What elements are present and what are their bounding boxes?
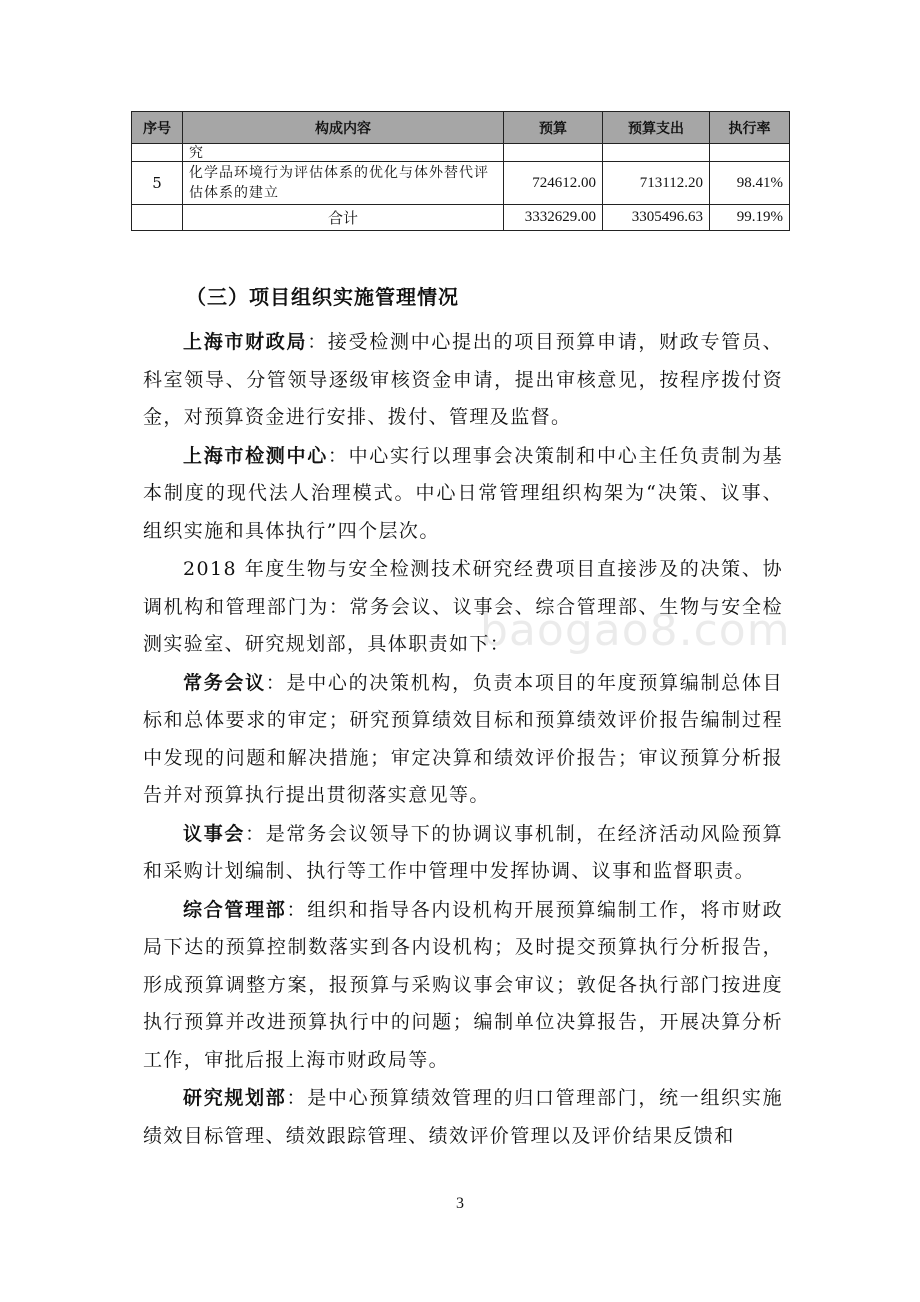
paragraph-project-scope — [143, 551, 783, 664]
total-budget: 3332629.00 — [504, 205, 603, 231]
paragraph-lead: 综合管理部 — [183, 898, 287, 921]
section-heading: （三）项目组织实施管理情况 — [186, 285, 459, 309]
cell-spent — [603, 144, 710, 162]
watermark: baogao8.com — [480, 605, 791, 656]
paragraph-standing-meeting — [143, 665, 783, 815]
cell-budget: 724612.00 — [504, 162, 603, 205]
cell-content: 究 — [183, 144, 504, 162]
paragraph-text: ：是中心预算绩效管理的归口管理部门，统一组织实施绩效目标管理、绩效跟踪管理、绩效评价管理以及评价结果反馈和 — [143, 1087, 783, 1147]
cell-empty — [132, 205, 183, 231]
cell-no: 5 — [132, 162, 183, 205]
header-no: 序号 — [132, 112, 183, 144]
cell-no — [132, 144, 183, 162]
cell-rate: 98.41% — [710, 162, 790, 205]
page-number: 3 — [456, 1195, 464, 1212]
paragraph-text: ：是中心的决策机构，负责本项目的年度预算编制总体目标和总体要求的审定；研究预算绩效目标和预算绩效评价报告编制过程中发现的问题和解决措施；审定决算和绩效评价报告；审议预算分析报告并对预算执行提出贯彻落实意见等。 — [143, 671, 783, 806]
paragraph-text: ：中心实行以理事会决策制和中心主任负责制为基本制度的现代法人治理模式。中心日常管理组织构架为“决策、议事、组织实施和具体执行”四个层次。 — [143, 444, 783, 542]
cell-rate — [710, 144, 790, 162]
paragraph-lead: 议事会 — [183, 822, 246, 845]
table-header-row — [132, 112, 790, 144]
paragraph-lead: 上海市检测中心 — [183, 444, 328, 467]
budget-table — [131, 111, 790, 231]
paragraph-text: ：接受检测中心提出的项目预算申请，财政专管员、科室领导、分管领导逐级审核资金申请，提出审核意见，按程序拨付资金，对预算资金进行安排、拨付、管理及监督。 — [143, 331, 783, 428]
paragraph-lead: 上海市财政局 — [183, 331, 308, 353]
paragraph-text: 2018 年度生物与安全检测技术研究经费项目直接涉及的决策、协调机构和管理部门为：常务会议、议事会、综合管理部、生物与安全检测实验室、研究规划部，具体职责如下： — [143, 558, 783, 655]
table-row — [132, 162, 790, 205]
header-budget: 预算 — [504, 112, 603, 144]
paragraph-lead: 常务会议 — [183, 671, 266, 694]
header-rate: 执行率 — [710, 112, 790, 144]
total-label: 合计 — [183, 205, 504, 231]
table-row — [132, 144, 790, 162]
paragraph-admin-dept — [143, 892, 783, 1080]
paragraph-text: ：是常务会议领导下的协调议事机制，在经济活动风险预算和采购计划编制、执行等工作中管理中发挥协调、议事和监督职责。 — [143, 822, 784, 882]
header-content: 构成内容 — [183, 112, 504, 144]
total-spent: 3305496.63 — [603, 205, 710, 231]
paragraph-lead: 研究规划部 — [183, 1087, 287, 1109]
body-text — [143, 324, 783, 1156]
paragraph-testing-center — [143, 438, 783, 551]
cell-budget — [504, 144, 603, 162]
cell-spent: 713112.20 — [603, 162, 710, 205]
cell-content: 化学品环境行为评估体系的优化与体外替代评估体系的建立 — [183, 162, 504, 205]
paragraph-council — [143, 816, 783, 891]
header-spent: 预算支出 — [603, 112, 710, 144]
paragraph-finance-bureau — [143, 324, 783, 437]
paragraph-research-dept — [143, 1080, 783, 1155]
total-rate: 99.19% — [710, 205, 790, 231]
paragraph-text: ：组织和指导各内设机构开展预算编制工作，将市财政局下达的预算控制数落实到各内设机构；及时提交预算执行分析报告，形成预算调整方案，报预算与采购议事会审议；敦促各执行部门按进度执行预算并改进预算执行中的问题；编制单位决算报告，开展决算分析工作，审批后报上海市财政局等。 — [143, 898, 783, 1071]
table-total-row — [132, 205, 790, 231]
